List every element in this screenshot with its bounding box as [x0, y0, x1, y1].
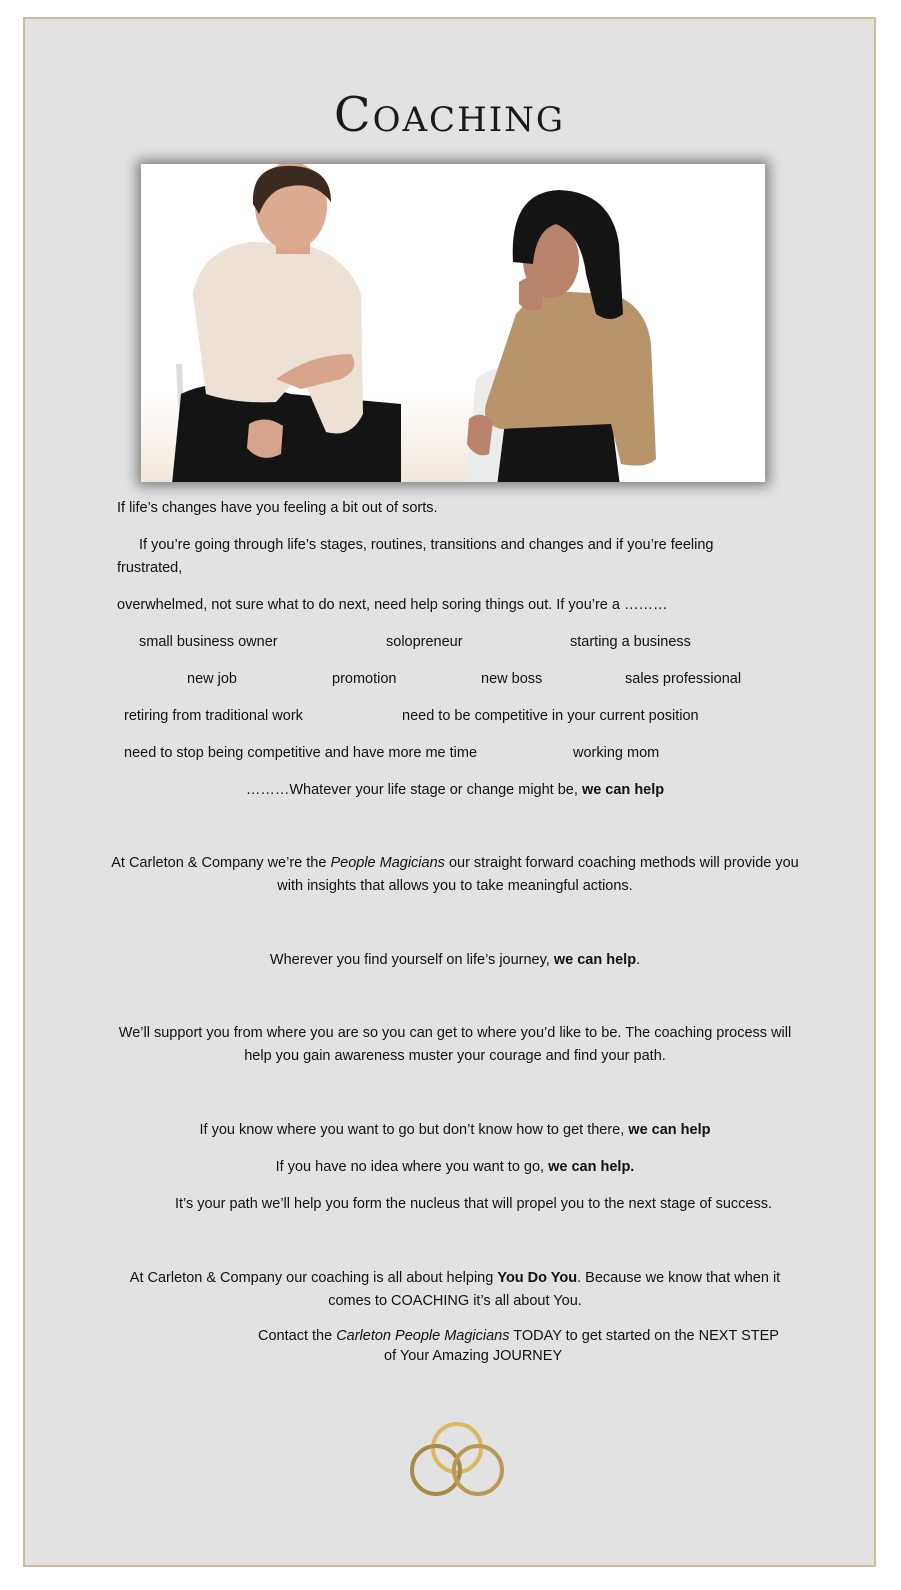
situation-item: starting a business: [570, 634, 691, 650]
know-line: If you know where you want to go but don’t know how to get there, we can help: [199, 1122, 711, 1138]
page-title: Coaching: [333, 87, 566, 143]
situation-item: retiring from traditional work: [124, 708, 303, 724]
wherever-line: Wherever you find yourself on life’s journey, we can help.: [269, 952, 641, 968]
situation-item: need to stop being competitive and have more me time: [124, 745, 478, 761]
situation-item: need to be competitive in your current position: [402, 708, 699, 724]
intro-line-1: If life’s changes have you feeling a bit out of sorts.: [117, 500, 438, 516]
situation-item: sales professional: [625, 671, 742, 687]
situation-item: new boss: [481, 671, 543, 687]
coaching-conversation-photo: [141, 164, 765, 482]
contact-line-1: Contact the Carleton People Magicians TODAY to get started on the NEXT STEP: [258, 1328, 779, 1344]
situation-item: new job: [187, 671, 237, 687]
magicians-paragraph: At Carleton & Company we’re the People Magicians our straight forward coaching methods will provide you with insights that allows you to take meaningful actions.: [111, 855, 799, 894]
interlocking-rings-logo-icon: [408, 1422, 508, 1505]
youdoyou-paragraph: At Carleton & Company our coaching is all about helping You Do You. Because we know that when it comes to COACHING it’s all about You.: [129, 1270, 781, 1309]
situation-item: working mom: [573, 745, 660, 761]
intro-line-2: If you’re going through life’s stages, routines, transitions and changes and if you’re feeling: [139, 537, 714, 553]
contact-line-2: of Your Amazing JOURNEY: [384, 1348, 563, 1364]
intro-line-2b: frustrated,: [117, 560, 183, 576]
situation-item: solopreneur: [386, 634, 463, 650]
situation-item: small business owner: [139, 634, 278, 650]
support-paragraph: We’ll support you from where you are so you can get to where you’d like to be. The coaching process will help you gain awareness muster your courage and find your path.: [118, 1025, 792, 1064]
coaching-photo: [141, 164, 765, 482]
noidea-line: If you have no idea where you want to go, we can help.: [275, 1159, 635, 1175]
intro-line-3: overwhelmed, not sure what to do next, need help soring things out. If you’re a ………: [117, 597, 668, 613]
situation-item: promotion: [332, 671, 397, 687]
path-line: It’s your path we’ll help you form the nucleus that will propel you to the next stage of success.: [175, 1196, 772, 1212]
page-frame: [23, 17, 876, 1567]
whatever-line: ………Whatever your life stage or change might be, we can help: [245, 782, 665, 798]
